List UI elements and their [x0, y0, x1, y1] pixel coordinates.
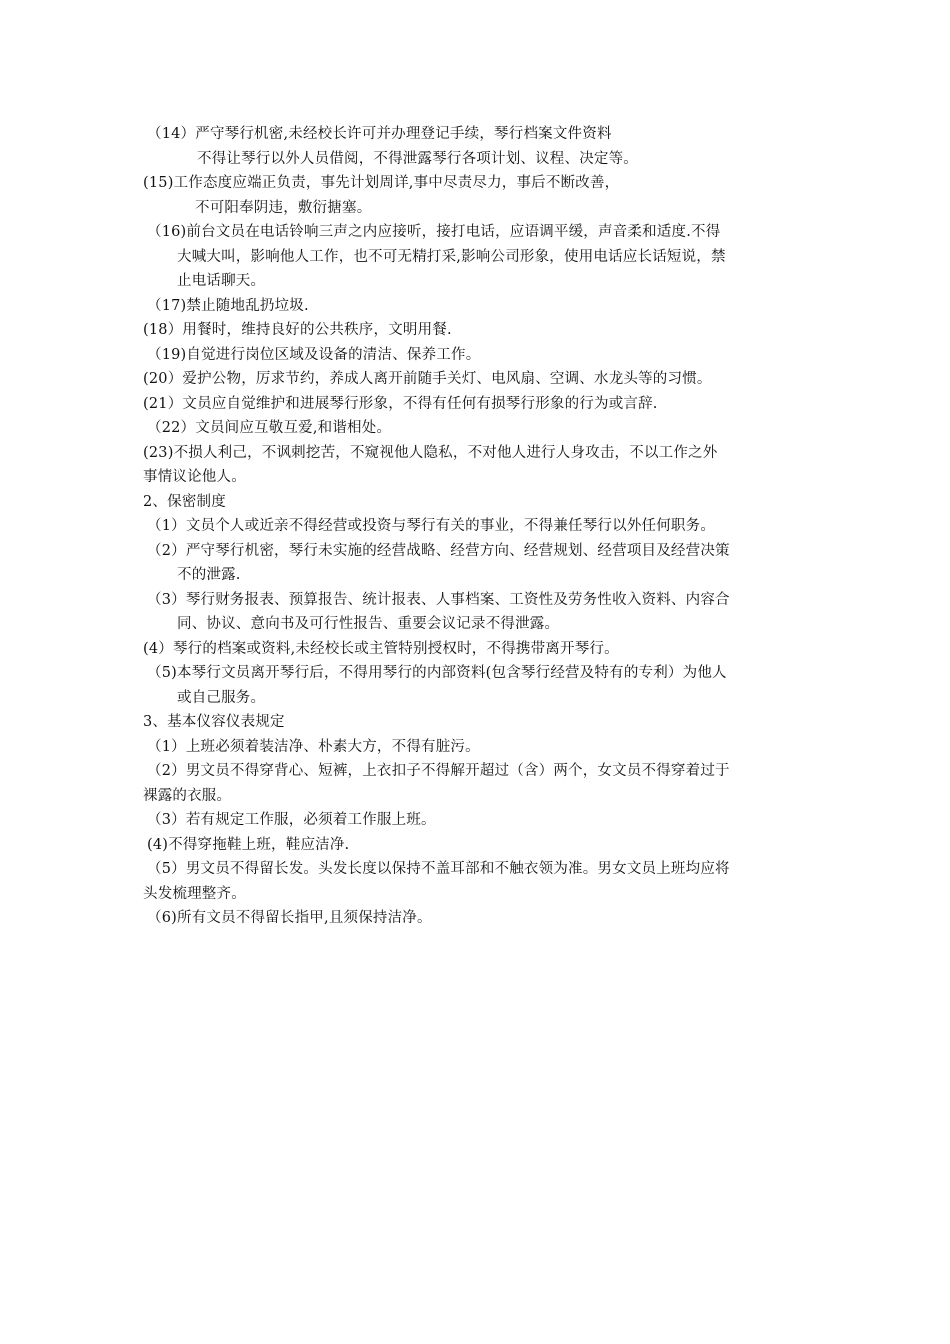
- rule-18: (18）用餐时，维持良好的公共秩序，文明用餐.: [143, 322, 452, 338]
- rule-22: （22）文员间应互敬互爱,和谐相处。: [147, 420, 392, 436]
- appearance-2-line-1: （2）男文员不得穿背心、短裤，上衣扣子不得解开超过（含）两个，女文员不得穿着过于: [147, 763, 730, 779]
- rule-17: （17)禁止随地乱扔垃圾.: [147, 297, 309, 314]
- appearance-1: （1）上班必须着装洁净、朴素大方，不得有脏污。: [147, 738, 480, 755]
- rule-20: (20）爱护公物，厉求节约，养成人离开前随手关灯、电风扇、空调、水龙头等的习惯。: [143, 371, 712, 387]
- confidentiality-5-line-2: 或自己服务。: [177, 689, 266, 706]
- appearance-6: （6)所有文员不得留长指甲,且须保持洁净。: [147, 910, 432, 926]
- rule-19: （19)自觉进行岗位区域及设备的清洁、保养工作。: [147, 346, 481, 363]
- rule-14-line-1: （14）严守琴行机密,未经校长许可并办理登记手续，琴行档案文件资料: [147, 126, 612, 142]
- rule-23-line-1: (23)不损人利己，不讽刺挖苦，不窥视他人隐私，不对他人进行人身攻击，不以工作之外: [143, 444, 718, 461]
- rule-21: (21）文员应自觉维护和进展琴行形象，不得有任何有损琴行形象的行为或言辞.: [143, 395, 658, 412]
- rule-14-line-2: 不得让琴行以外人员借阅，不得泄露琴行各项计划、议程、决定等。: [197, 150, 638, 167]
- appearance-2-line-2: 裸露的衣服。: [143, 787, 232, 804]
- rule-15-line-2: 不可阳奉阴违，敷衍搪塞。: [195, 199, 372, 216]
- appearance-4: (4)不得穿拖鞋上班，鞋应洁净.: [147, 836, 350, 853]
- confidentiality-2-line-1: （2）严守琴行机密，琴行未实施的经营战略、经营方向、经营规划、经营项目及经营决策: [147, 542, 730, 559]
- section-heading-confidentiality: 2、保密制度: [143, 493, 226, 510]
- appearance-3: （3）若有规定工作服，必须着工作服上班。: [147, 812, 436, 828]
- rule-16-line-1: （16)前台文员在电话铃响三声之内应接听，接打电话，应语调平缓，声音柔和适度.不得: [147, 224, 721, 240]
- section-heading-appearance: 3、基本仪容仪表规定: [143, 714, 285, 730]
- rule-16-line-3: 止电话聊天。: [177, 273, 266, 289]
- appearance-5-line-2: 头发梳理整齐。: [143, 885, 246, 902]
- confidentiality-5-line-1: （5)本琴行文员离开琴行后，不得用琴行的内部资料(包含琴行经营及特有的专利）为他人: [147, 665, 727, 681]
- appearance-5-line-1: （5）男文员不得留长发。头发长度以保持不盖耳部和不触衣领为准。男女文员上班均应将: [147, 861, 730, 877]
- rule-23-line-2: 事情议论他人。: [143, 469, 246, 485]
- rule-16-line-2: 大喊大叫，影响他人工作，也不可无精打采,影响公司形象，使用电话应长话短说，禁: [177, 248, 726, 265]
- document-body: [143, 122, 813, 931]
- confidentiality-1: （1）文员个人或近亲不得经营或投资与琴行有关的事业，不得兼任琴行以外任何职务。: [147, 518, 716, 534]
- confidentiality-4: (4）琴行的档案或资料,未经校长或主管特别授权时，不得携带离开琴行。: [143, 640, 619, 657]
- confidentiality-2-line-2: 不的泄露.: [177, 567, 241, 583]
- rule-15-line-1: (15)工作态度应端正负责，事先计划周详,事中尽责尽力，事后不断改善，: [143, 175, 620, 191]
- confidentiality-3-line-1: （3）琴行财务报表、预算报告、统计报表、人事档案、工资性及劳务性收入资料、内容合: [147, 591, 730, 608]
- confidentiality-3-line-2: 同、协议、意向书及可行性报告、重要会议记录不得泄露。: [177, 616, 560, 632]
